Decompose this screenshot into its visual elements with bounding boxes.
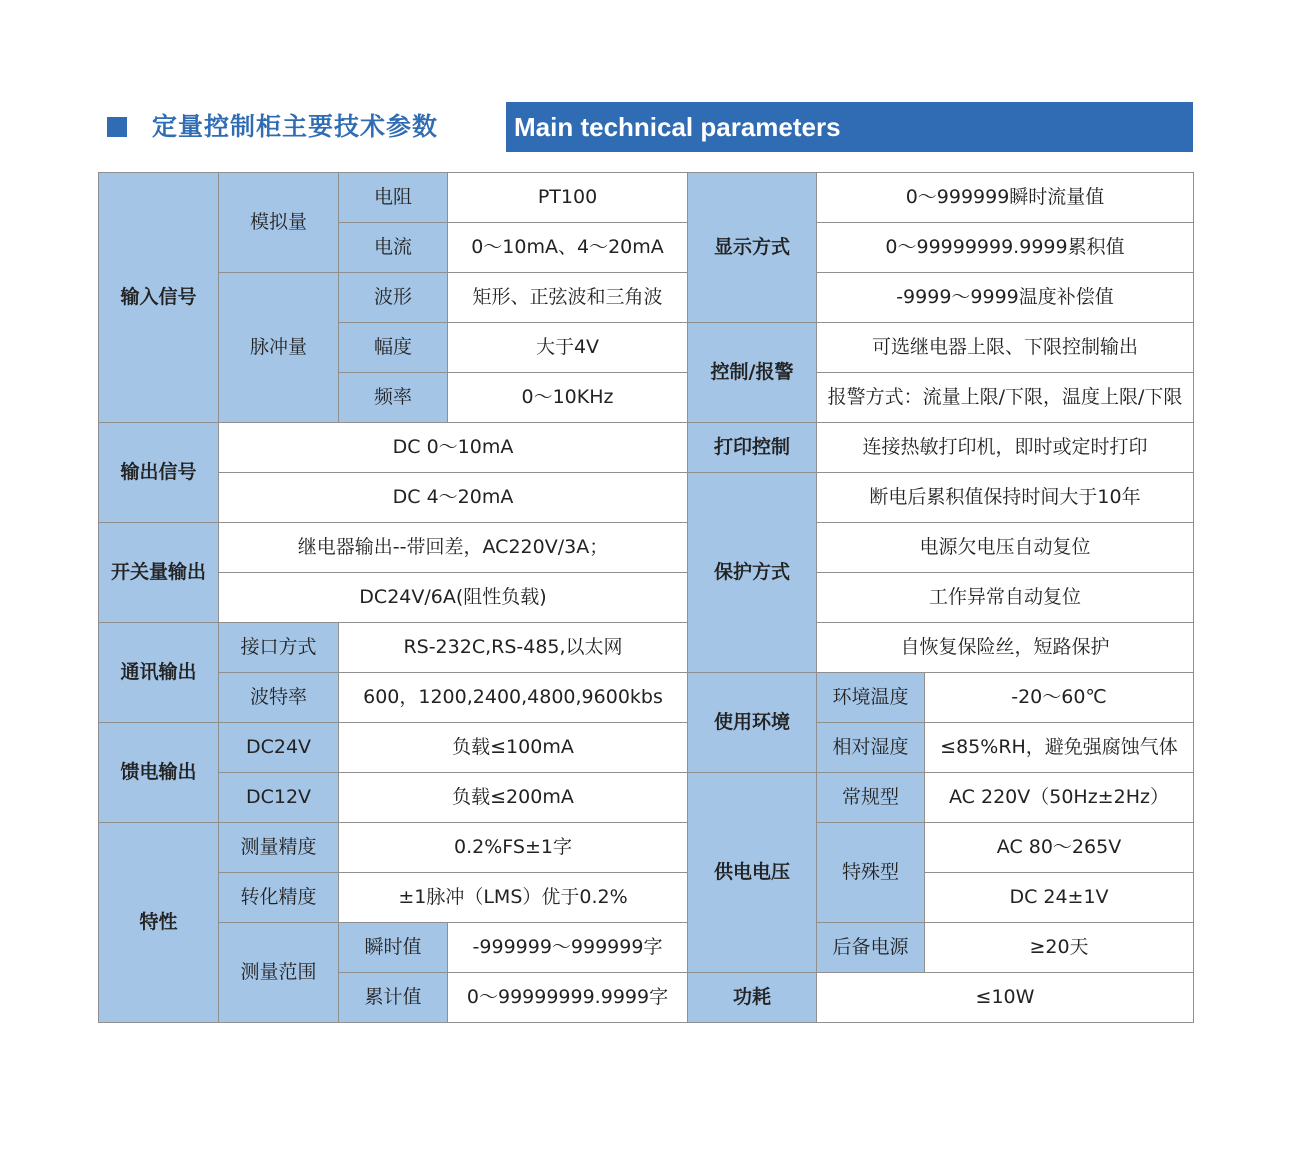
supply-label: 供电电压: [688, 773, 817, 973]
meas-precision-label: 测量精度: [219, 823, 339, 873]
dc24-label: DC24V: [219, 723, 339, 773]
resistance-value: PT100: [448, 173, 688, 223]
print-value: 连接热敏打印机，即时或定时打印: [817, 423, 1194, 473]
power-value: ≤10W: [817, 973, 1194, 1023]
interface-label: 接口方式: [219, 623, 339, 673]
control-label: 控制/报警: [688, 323, 817, 423]
humidity-label: 相对湿度: [817, 723, 925, 773]
frequency-label: 频率: [339, 373, 448, 423]
cumulative-value: 0～99999999.9999字: [448, 973, 688, 1023]
protection-value-4: 自恢复保险丝，短路保护: [817, 623, 1194, 673]
dc12-label: DC12V: [219, 773, 339, 823]
display-label: 显示方式: [688, 173, 817, 323]
temperature-label: 环境温度: [817, 673, 925, 723]
display-value-1: 0～999999瞬时流量值: [817, 173, 1194, 223]
current-label: 电流: [339, 223, 448, 273]
input-signal-label: 输入信号: [99, 173, 219, 423]
switch-output-value-2: DC24V/6A(阻性负载): [219, 573, 688, 623]
page-title: 定量控制柜主要技术参数: [152, 112, 439, 141]
power-label: 功耗: [688, 973, 817, 1023]
frequency-value: 0～10KHz: [448, 373, 688, 423]
backup-label: 后备电源: [817, 923, 925, 973]
meas-range-label: 测量范围: [219, 923, 339, 1023]
analog-label: 模拟量: [219, 173, 339, 273]
display-value-2: 0～99999999.9999累积值: [817, 223, 1194, 273]
humidity-value: ≤85%RH，避免强腐蚀气体: [925, 723, 1194, 773]
environment-label: 使用环境: [688, 673, 817, 773]
comm-output-label: 通讯输出: [99, 623, 219, 723]
dc24-value: 负载≤100mA: [339, 723, 688, 773]
meas-precision-value: 0.2%FS±1字: [339, 823, 688, 873]
conv-precision-label: 转化精度: [219, 873, 339, 923]
conv-precision-value: ±1脉冲（LMS）优于0.2%: [339, 873, 688, 923]
supply-normal-value: AC 220V（50Hz±2Hz）: [925, 773, 1194, 823]
control-value-1: 可选继电器上限、下限控制输出: [817, 323, 1194, 373]
protection-label: 保护方式: [688, 473, 817, 673]
protection-value-3: 工作异常自动复位: [817, 573, 1194, 623]
supply-normal-label: 常规型: [817, 773, 925, 823]
protection-value-2: 电源欠电压自动复位: [817, 523, 1194, 573]
title-bullet-icon: [107, 117, 127, 137]
dc12-value: 负载≤200mA: [339, 773, 688, 823]
instant-value: -999999～999999字: [448, 923, 688, 973]
output-signal-value-1: DC 0～10mA: [219, 423, 688, 473]
title-en-banner: [506, 102, 1193, 152]
interface-value: RS-232C,RS-485,以太网: [339, 623, 688, 673]
page-title-en: Main technical parameters: [514, 112, 841, 142]
supply-special-label: 特殊型: [817, 823, 925, 923]
spec-table: [98, 172, 1194, 1023]
print-label: 打印控制: [688, 423, 817, 473]
baud-label: 波特率: [219, 673, 339, 723]
supply-special-value-1: AC 80～265V: [925, 823, 1194, 873]
protection-value-1: 断电后累积值保持时间大于10年: [817, 473, 1194, 523]
amplitude-label: 幅度: [339, 323, 448, 373]
pulse-label: 脉冲量: [219, 273, 339, 423]
display-value-3: -9999～9999温度补偿值: [817, 273, 1194, 323]
output-signal-label: 输出信号: [99, 423, 219, 523]
control-value-2: 报警方式：流量上限/下限，温度上限/下限: [817, 373, 1194, 423]
instant-label: 瞬时值: [339, 923, 448, 973]
waveform-value: 矩形、正弦波和三角波: [448, 273, 688, 323]
switch-output-label: 开关量输出: [99, 523, 219, 623]
baud-value: 600，1200,2400,4800,9600kbs: [339, 673, 688, 723]
output-signal-value-2: DC 4～20mA: [219, 473, 688, 523]
characteristics-label: 特性: [99, 823, 219, 1023]
current-value: 0～10mA、4～20mA: [448, 223, 688, 273]
temperature-value: -20～60℃: [925, 673, 1194, 723]
cumulative-label: 累计值: [339, 973, 448, 1023]
switch-output-value-1: 继电器输出--带回差，AC220V/3A；: [219, 523, 688, 573]
supply-special-value-2: DC 24±1V: [925, 873, 1194, 923]
resistance-label: 电阻: [339, 173, 448, 223]
backup-value: ≥20天: [925, 923, 1194, 973]
feed-output-label: 馈电输出: [99, 723, 219, 823]
amplitude-value: 大于4V: [448, 323, 688, 373]
waveform-label: 波形: [339, 273, 448, 323]
